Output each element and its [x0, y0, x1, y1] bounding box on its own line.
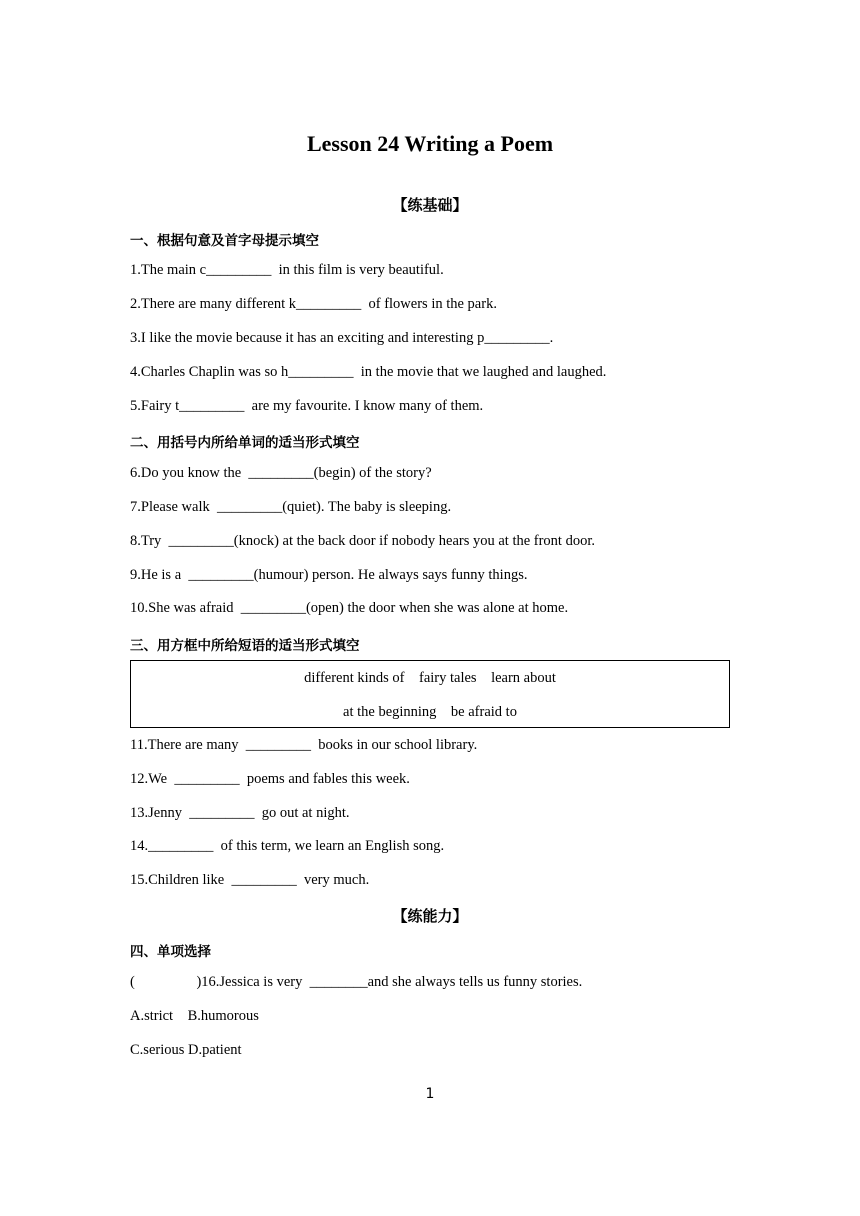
question-5: 5.Fairy t_________ are my favourite. I know many of them.	[130, 398, 484, 414]
question-6: 6.Do you know the _________(begin) of the story?	[130, 465, 432, 481]
page-number: 1	[425, 1086, 435, 1102]
question-7: 7.Please walk _________(quiet). The baby is sleeping.	[130, 499, 452, 515]
phrase-box-line-1: different kinds of fairy tales learn about	[304, 670, 556, 686]
question-15: 15.Children like _________ very much.	[130, 872, 370, 888]
question-16-options-ab: A.strict B.humorous	[130, 1008, 259, 1024]
question-16-options-cd: C.serious D.patient	[130, 1042, 242, 1058]
question-8: 8.Try _________(knock) at the back door if nobody hears you at the front door.	[130, 533, 595, 549]
phrase-box	[130, 660, 730, 728]
question-11: 11.There are many _________ books in our school library.	[130, 737, 478, 753]
question-10: 10.She was afraid _________(open) the door when she was alone at home.	[130, 600, 569, 616]
section-heading-ability: 【练能力】	[392, 907, 468, 925]
question-13: 13.Jenny _________ go out at night.	[130, 805, 350, 821]
question-1: 1.The main c_________ in this film is very beautiful.	[130, 262, 444, 278]
question-4: 4.Charles Chaplin was so h_________ in the movie that we laughed and laughed.	[130, 364, 607, 380]
part4-heading: 四、单项选择	[130, 944, 211, 960]
part1-heading: 一、根据句意及首字母提示填空	[130, 233, 319, 249]
part3-heading: 三、用方框中所给短语的适当形式填空	[130, 638, 360, 654]
question-9: 9.He is a _________(humour) person. He always says funny things.	[130, 567, 528, 583]
phrase-box-line-2: at the beginning be afraid to	[343, 704, 517, 720]
question-3: 3.I like the movie because it has an exciting and interesting p_________.	[130, 330, 554, 346]
section-heading-basic: 【练基础】	[392, 196, 468, 214]
part2-heading: 二、用括号内所给单词的适当形式填空	[130, 435, 360, 451]
question-16: ( )16.Jessica is very ________and she always tells us funny stories.	[130, 974, 583, 990]
question-2: 2.There are many different k_________ of flowers in the park.	[130, 296, 497, 312]
question-12: 12.We _________ poems and fables this week.	[130, 771, 410, 787]
question-14: 14._________ of this term, we learn an English song.	[130, 838, 445, 854]
page-title: Lesson 24 Writing a Poem	[306, 131, 554, 156]
